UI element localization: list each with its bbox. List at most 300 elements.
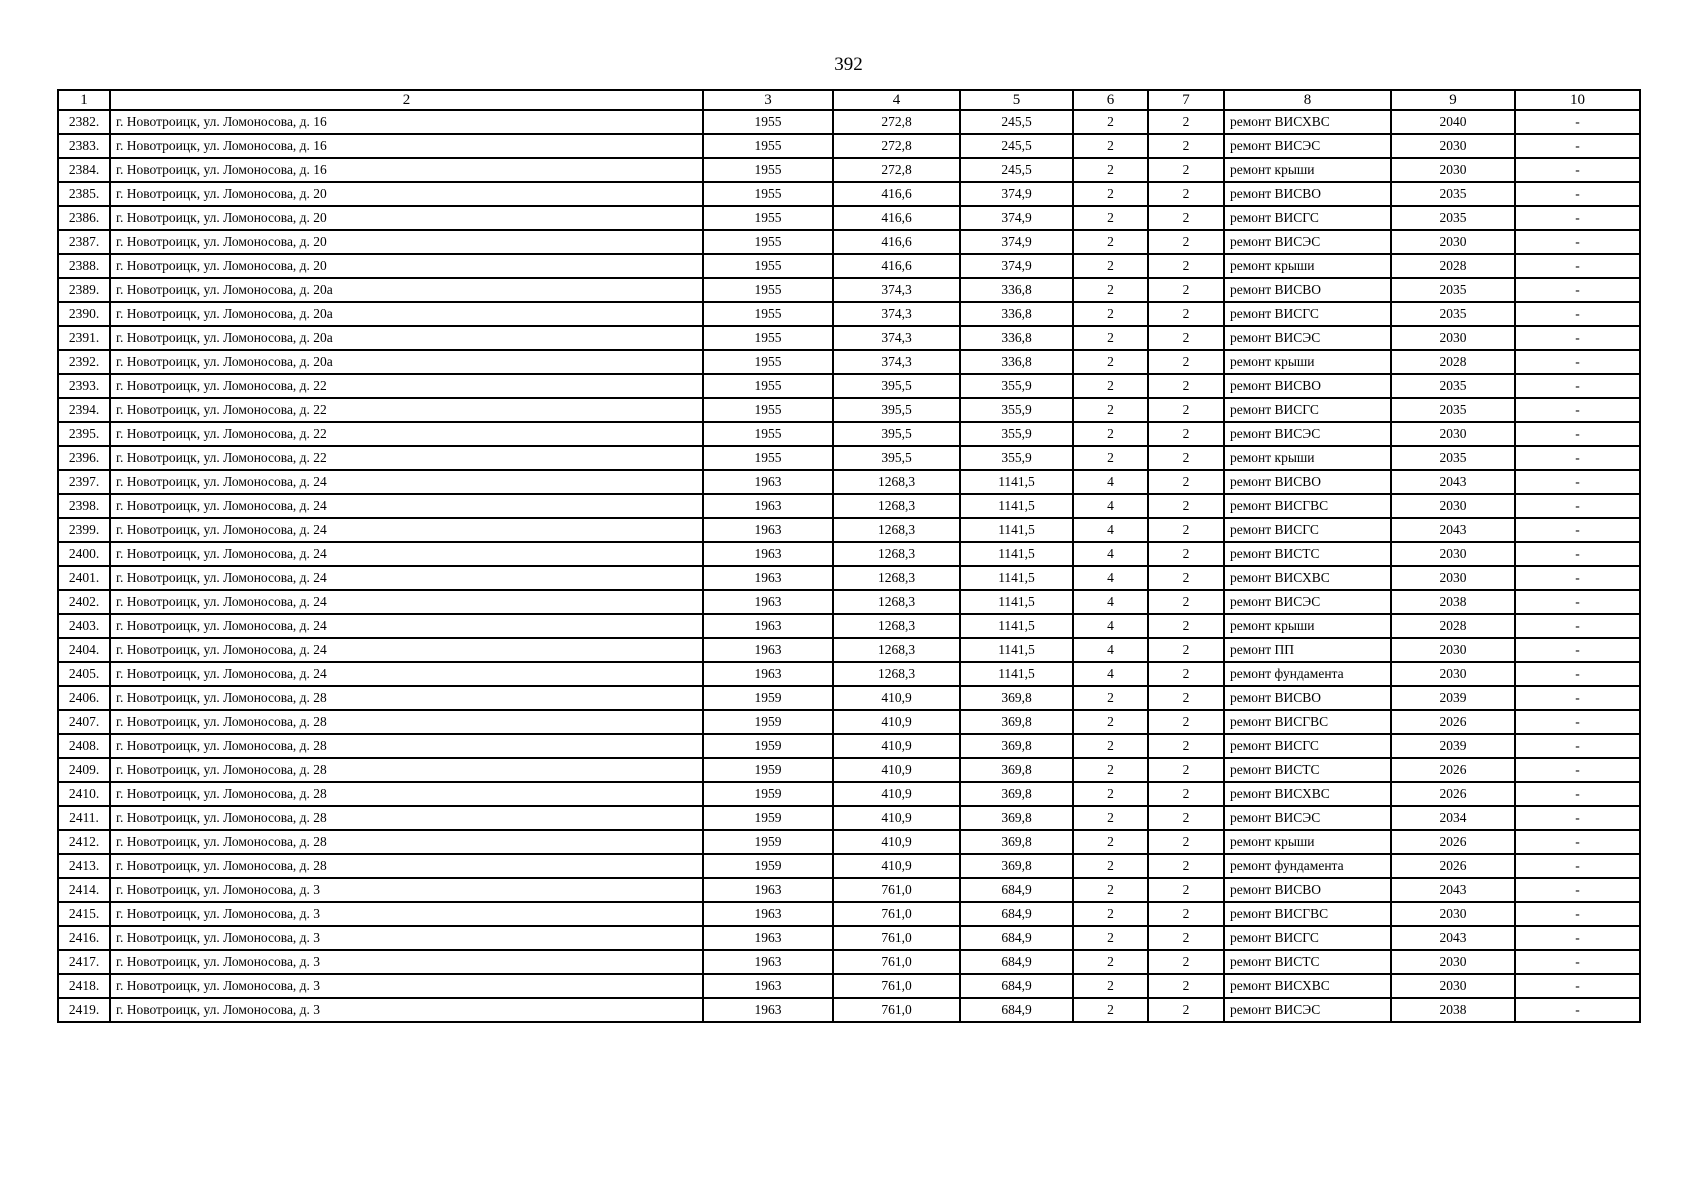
cell-entrances: 2: [1148, 998, 1224, 1022]
cell-work-type: ремонт ВИСХВС: [1224, 566, 1391, 590]
cell-row-number: 2398.: [58, 494, 110, 518]
cell-note: -: [1515, 374, 1640, 398]
table-row: [58, 782, 1640, 806]
cell-note: -: [1515, 518, 1640, 542]
cell-planned-year: 2030: [1391, 494, 1515, 518]
cell-entrances: 2: [1148, 518, 1224, 542]
table-row: [58, 902, 1640, 926]
cell-living-area: 374,9: [960, 182, 1073, 206]
cell-total-area: 761,0: [833, 878, 960, 902]
cell-entrances: 2: [1148, 134, 1224, 158]
cell-work-type: ремонт крыши: [1224, 158, 1391, 182]
cell-address: г. Новотроицк, ул. Ломоносова, д. 28: [110, 806, 703, 830]
cell-living-area: 374,9: [960, 254, 1073, 278]
cell-address: г. Новотроицк, ул. Ломоносова, д. 24: [110, 470, 703, 494]
cell-address: г. Новотроицк, ул. Ломоносова, д. 20: [110, 206, 703, 230]
cell-total-area: 1268,3: [833, 542, 960, 566]
cell-work-type: ремонт ВИСГВС: [1224, 494, 1391, 518]
table-row: [58, 182, 1640, 206]
cell-living-area: 684,9: [960, 878, 1073, 902]
cell-address: г. Новотроицк, ул. Ломоносова, д. 16: [110, 110, 703, 134]
cell-address: г. Новотроицк, ул. Ломоносова, д. 20а: [110, 278, 703, 302]
cell-build-year: 1955: [703, 398, 833, 422]
cell-total-area: 761,0: [833, 902, 960, 926]
cell-note: -: [1515, 758, 1640, 782]
cell-living-area: 336,8: [960, 302, 1073, 326]
cell-living-area: 684,9: [960, 926, 1073, 950]
cell-planned-year: 2026: [1391, 710, 1515, 734]
cell-row-number: 2391.: [58, 326, 110, 350]
cell-total-area: 416,6: [833, 230, 960, 254]
cell-row-number: 2419.: [58, 998, 110, 1022]
cell-build-year: 1955: [703, 422, 833, 446]
cell-work-type: ремонт ВИСГВС: [1224, 902, 1391, 926]
table-row: [58, 878, 1640, 902]
cell-entrances: 2: [1148, 566, 1224, 590]
cell-address: г. Новотроицк, ул. Ломоносова, д. 22: [110, 398, 703, 422]
cell-note: -: [1515, 494, 1640, 518]
cell-address: г. Новотроицк, ул. Ломоносова, д. 28: [110, 710, 703, 734]
cell-build-year: 1963: [703, 542, 833, 566]
cell-floors: 2: [1073, 710, 1148, 734]
cell-build-year: 1955: [703, 302, 833, 326]
cell-address: г. Новотроицк, ул. Ломоносова, д. 20а: [110, 350, 703, 374]
cell-floors: 4: [1073, 470, 1148, 494]
cell-note: -: [1515, 398, 1640, 422]
cell-total-area: 410,9: [833, 758, 960, 782]
cell-row-number: 2396.: [58, 446, 110, 470]
cell-floors: 2: [1073, 734, 1148, 758]
cell-row-number: 2387.: [58, 230, 110, 254]
cell-entrances: 2: [1148, 494, 1224, 518]
cell-floors: 4: [1073, 590, 1148, 614]
cell-total-area: 395,5: [833, 374, 960, 398]
cell-note: -: [1515, 326, 1640, 350]
cell-note: -: [1515, 446, 1640, 470]
table-row: [58, 326, 1640, 350]
cell-total-area: 416,6: [833, 206, 960, 230]
cell-row-number: 2390.: [58, 302, 110, 326]
cell-total-area: 416,6: [833, 182, 960, 206]
cell-planned-year: 2043: [1391, 926, 1515, 950]
cell-build-year: 1959: [703, 734, 833, 758]
cell-entrances: 2: [1148, 902, 1224, 926]
cell-planned-year: 2030: [1391, 158, 1515, 182]
cell-planned-year: 2026: [1391, 782, 1515, 806]
cell-build-year: 1959: [703, 758, 833, 782]
cell-note: -: [1515, 902, 1640, 926]
cell-work-type: ремонт ВИСХВС: [1224, 782, 1391, 806]
cell-total-area: 761,0: [833, 998, 960, 1022]
table-row: [58, 974, 1640, 998]
cell-work-type: ремонт ВИСВО: [1224, 182, 1391, 206]
cell-note: -: [1515, 542, 1640, 566]
cell-row-number: 2386.: [58, 206, 110, 230]
cell-build-year: 1963: [703, 638, 833, 662]
cell-planned-year: 2028: [1391, 254, 1515, 278]
cell-living-area: 355,9: [960, 422, 1073, 446]
cell-total-area: 410,9: [833, 782, 960, 806]
cell-row-number: 2401.: [58, 566, 110, 590]
cell-work-type: ремонт ВИСЭС: [1224, 134, 1391, 158]
cell-work-type: ремонт ВИСГС: [1224, 398, 1391, 422]
table-row: [58, 254, 1640, 278]
cell-living-area: 336,8: [960, 326, 1073, 350]
cell-address: г. Новотроицк, ул. Ломоносова, д. 28: [110, 854, 703, 878]
cell-note: -: [1515, 878, 1640, 902]
cell-build-year: 1963: [703, 518, 833, 542]
cell-address: г. Новотроицк, ул. Ломоносова, д. 22: [110, 446, 703, 470]
cell-address: г. Новотроицк, ул. Ломоносова, д. 24: [110, 662, 703, 686]
cell-entrances: 2: [1148, 278, 1224, 302]
cell-planned-year: 2026: [1391, 854, 1515, 878]
cell-build-year: 1955: [703, 446, 833, 470]
column-header-build-year: 3: [703, 90, 833, 110]
cell-floors: 4: [1073, 518, 1148, 542]
cell-row-number: 2403.: [58, 614, 110, 638]
cell-living-area: 369,8: [960, 854, 1073, 878]
cell-build-year: 1963: [703, 662, 833, 686]
cell-living-area: 1141,5: [960, 470, 1073, 494]
cell-row-number: 2418.: [58, 974, 110, 998]
table-row: [58, 350, 1640, 374]
cell-address: г. Новотроицк, ул. Ломоносова, д. 3: [110, 878, 703, 902]
cell-planned-year: 2035: [1391, 374, 1515, 398]
cell-build-year: 1955: [703, 110, 833, 134]
cell-work-type: ремонт ВИСЭС: [1224, 998, 1391, 1022]
cell-note: -: [1515, 854, 1640, 878]
cell-planned-year: 2030: [1391, 950, 1515, 974]
cell-work-type: ремонт крыши: [1224, 254, 1391, 278]
cell-work-type: ремонт ВИСЭС: [1224, 806, 1391, 830]
cell-work-type: ремонт ВИСГВС: [1224, 710, 1391, 734]
cell-entrances: 2: [1148, 158, 1224, 182]
cell-total-area: 395,5: [833, 422, 960, 446]
cell-row-number: 2388.: [58, 254, 110, 278]
repair-schedule-table: [57, 89, 1641, 1023]
cell-address: г. Новотроицк, ул. Ломоносова, д. 20: [110, 182, 703, 206]
cell-planned-year: 2043: [1391, 878, 1515, 902]
cell-planned-year: 2043: [1391, 470, 1515, 494]
cell-planned-year: 2030: [1391, 542, 1515, 566]
cell-living-area: 369,8: [960, 710, 1073, 734]
cell-note: -: [1515, 974, 1640, 998]
cell-total-area: 410,9: [833, 686, 960, 710]
cell-row-number: 2394.: [58, 398, 110, 422]
cell-living-area: 355,9: [960, 398, 1073, 422]
table-row: [58, 494, 1640, 518]
cell-floors: 2: [1073, 374, 1148, 398]
cell-total-area: 1268,3: [833, 590, 960, 614]
cell-total-area: 410,9: [833, 710, 960, 734]
cell-total-area: 374,3: [833, 350, 960, 374]
cell-note: -: [1515, 278, 1640, 302]
cell-address: г. Новотроицк, ул. Ломоносова, д. 3: [110, 998, 703, 1022]
column-header-living-area: 5: [960, 90, 1073, 110]
cell-work-type: ремонт фундамента: [1224, 662, 1391, 686]
cell-work-type: ремонт ВИСВО: [1224, 878, 1391, 902]
cell-work-type: ремонт ВИСЭС: [1224, 422, 1391, 446]
cell-planned-year: 2040: [1391, 110, 1515, 134]
cell-address: г. Новотроицк, ул. Ломоносова, д. 3: [110, 926, 703, 950]
cell-entrances: 2: [1148, 470, 1224, 494]
cell-floors: 4: [1073, 494, 1148, 518]
cell-note: -: [1515, 206, 1640, 230]
cell-work-type: ремонт крыши: [1224, 614, 1391, 638]
cell-living-area: 1141,5: [960, 638, 1073, 662]
cell-work-type: ремонт ВИСВО: [1224, 278, 1391, 302]
cell-build-year: 1963: [703, 614, 833, 638]
cell-entrances: 2: [1148, 686, 1224, 710]
cell-total-area: 1268,3: [833, 518, 960, 542]
cell-entrances: 2: [1148, 734, 1224, 758]
cell-note: -: [1515, 422, 1640, 446]
cell-living-area: 374,9: [960, 206, 1073, 230]
cell-planned-year: 2039: [1391, 686, 1515, 710]
cell-build-year: 1963: [703, 926, 833, 950]
table-row: [58, 758, 1640, 782]
column-header-row-number: 1: [58, 90, 110, 110]
cell-address: г. Новотроицк, ул. Ломоносова, д. 24: [110, 494, 703, 518]
cell-floors: 2: [1073, 878, 1148, 902]
cell-living-area: 684,9: [960, 902, 1073, 926]
cell-floors: 2: [1073, 782, 1148, 806]
cell-work-type: ремонт ВИСХВС: [1224, 110, 1391, 134]
cell-living-area: 245,5: [960, 134, 1073, 158]
cell-build-year: 1955: [703, 350, 833, 374]
cell-planned-year: 2030: [1391, 566, 1515, 590]
cell-entrances: 2: [1148, 806, 1224, 830]
cell-entrances: 2: [1148, 230, 1224, 254]
cell-row-number: 2389.: [58, 278, 110, 302]
cell-build-year: 1963: [703, 494, 833, 518]
cell-build-year: 1963: [703, 950, 833, 974]
cell-planned-year: 2028: [1391, 614, 1515, 638]
cell-living-area: 245,5: [960, 158, 1073, 182]
cell-entrances: 2: [1148, 374, 1224, 398]
cell-address: г. Новотроицк, ул. Ломоносова, д. 3: [110, 902, 703, 926]
cell-work-type: ремонт ВИСГС: [1224, 926, 1391, 950]
cell-row-number: 2410.: [58, 782, 110, 806]
table-row: [58, 158, 1640, 182]
cell-address: г. Новотроицк, ул. Ломоносова, д. 24: [110, 638, 703, 662]
cell-planned-year: 2034: [1391, 806, 1515, 830]
cell-living-area: 245,5: [960, 110, 1073, 134]
cell-work-type: ремонт ВИСГС: [1224, 518, 1391, 542]
cell-floors: 2: [1073, 158, 1148, 182]
cell-entrances: 2: [1148, 830, 1224, 854]
cell-build-year: 1955: [703, 254, 833, 278]
cell-row-number: 2414.: [58, 878, 110, 902]
cell-work-type: ремонт ВИСХВС: [1224, 974, 1391, 998]
cell-work-type: ремонт крыши: [1224, 830, 1391, 854]
cell-address: г. Новотроицк, ул. Ломоносова, д. 24: [110, 566, 703, 590]
cell-entrances: 2: [1148, 206, 1224, 230]
cell-note: -: [1515, 134, 1640, 158]
cell-note: -: [1515, 998, 1640, 1022]
cell-entrances: 2: [1148, 878, 1224, 902]
cell-total-area: 761,0: [833, 950, 960, 974]
table-row: [58, 446, 1640, 470]
cell-total-area: 416,6: [833, 254, 960, 278]
cell-living-area: 369,8: [960, 734, 1073, 758]
cell-build-year: 1963: [703, 902, 833, 926]
cell-build-year: 1959: [703, 806, 833, 830]
cell-build-year: 1955: [703, 206, 833, 230]
cell-planned-year: 2030: [1391, 662, 1515, 686]
column-header-work-type: 8: [1224, 90, 1391, 110]
cell-address: г. Новотроицк, ул. Ломоносова, д. 24: [110, 542, 703, 566]
cell-floors: 2: [1073, 854, 1148, 878]
cell-planned-year: 2028: [1391, 350, 1515, 374]
cell-floors: 2: [1073, 806, 1148, 830]
cell-note: -: [1515, 686, 1640, 710]
cell-note: -: [1515, 638, 1640, 662]
table-row: [58, 638, 1640, 662]
cell-row-number: 2402.: [58, 590, 110, 614]
cell-planned-year: 2026: [1391, 758, 1515, 782]
cell-living-area: 1141,5: [960, 662, 1073, 686]
cell-planned-year: 2035: [1391, 278, 1515, 302]
column-header-total-area: 4: [833, 90, 960, 110]
table-row: [58, 710, 1640, 734]
cell-floors: 4: [1073, 542, 1148, 566]
cell-build-year: 1955: [703, 278, 833, 302]
table-row: [58, 110, 1640, 134]
cell-floors: 2: [1073, 254, 1148, 278]
cell-total-area: 410,9: [833, 854, 960, 878]
cell-planned-year: 2043: [1391, 518, 1515, 542]
cell-floors: 4: [1073, 566, 1148, 590]
cell-row-number: 2393.: [58, 374, 110, 398]
cell-build-year: 1963: [703, 470, 833, 494]
cell-work-type: ремонт фундамента: [1224, 854, 1391, 878]
cell-living-area: 684,9: [960, 974, 1073, 998]
cell-note: -: [1515, 110, 1640, 134]
table-row: [58, 806, 1640, 830]
cell-living-area: 1141,5: [960, 518, 1073, 542]
table-row: [58, 278, 1640, 302]
cell-entrances: 2: [1148, 782, 1224, 806]
cell-living-area: 336,8: [960, 350, 1073, 374]
cell-address: г. Новотроицк, ул. Ломоносова, д. 20а: [110, 326, 703, 350]
cell-living-area: 369,8: [960, 758, 1073, 782]
table-row: [58, 590, 1640, 614]
cell-floors: 2: [1073, 302, 1148, 326]
cell-build-year: 1955: [703, 374, 833, 398]
table-row: [58, 950, 1640, 974]
cell-floors: 2: [1073, 134, 1148, 158]
cell-address: г. Новотроицк, ул. Ломоносова, д. 16: [110, 134, 703, 158]
cell-row-number: 2399.: [58, 518, 110, 542]
cell-entrances: 2: [1148, 590, 1224, 614]
cell-note: -: [1515, 470, 1640, 494]
cell-living-area: 1141,5: [960, 614, 1073, 638]
cell-entrances: 2: [1148, 926, 1224, 950]
cell-address: г. Новотроицк, ул. Ломоносова, д. 20: [110, 230, 703, 254]
cell-entrances: 2: [1148, 662, 1224, 686]
cell-floors: 4: [1073, 662, 1148, 686]
cell-note: -: [1515, 350, 1640, 374]
cell-total-area: 1268,3: [833, 470, 960, 494]
cell-planned-year: 2035: [1391, 302, 1515, 326]
column-header-address: 2: [110, 90, 703, 110]
cell-entrances: 2: [1148, 974, 1224, 998]
cell-living-area: 1141,5: [960, 590, 1073, 614]
cell-note: -: [1515, 614, 1640, 638]
cell-row-number: 2406.: [58, 686, 110, 710]
cell-living-area: 369,8: [960, 830, 1073, 854]
cell-work-type: ремонт крыши: [1224, 446, 1391, 470]
cell-row-number: 2382.: [58, 110, 110, 134]
cell-row-number: 2407.: [58, 710, 110, 734]
cell-row-number: 2392.: [58, 350, 110, 374]
cell-floors: 2: [1073, 350, 1148, 374]
cell-floors: 2: [1073, 830, 1148, 854]
table-row: [58, 302, 1640, 326]
table-row: [58, 854, 1640, 878]
cell-build-year: 1959: [703, 686, 833, 710]
cell-floors: 2: [1073, 998, 1148, 1022]
cell-entrances: 2: [1148, 350, 1224, 374]
cell-row-number: 2397.: [58, 470, 110, 494]
cell-note: -: [1515, 926, 1640, 950]
cell-living-area: 1141,5: [960, 542, 1073, 566]
table-row: [58, 998, 1640, 1022]
cell-address: г. Новотроицк, ул. Ломоносова, д. 22: [110, 374, 703, 398]
cell-address: г. Новотроицк, ул. Ломоносова, д. 28: [110, 686, 703, 710]
table-row: [58, 470, 1640, 494]
cell-note: -: [1515, 710, 1640, 734]
cell-work-type: ремонт ВИСГС: [1224, 206, 1391, 230]
cell-note: -: [1515, 254, 1640, 278]
cell-build-year: 1955: [703, 326, 833, 350]
cell-address: г. Новотроицк, ул. Ломоносова, д. 22: [110, 422, 703, 446]
cell-living-area: 374,9: [960, 230, 1073, 254]
cell-entrances: 2: [1148, 398, 1224, 422]
cell-floors: 2: [1073, 110, 1148, 134]
cell-build-year: 1955: [703, 158, 833, 182]
cell-work-type: ремонт ВИСВО: [1224, 374, 1391, 398]
table-row: [58, 566, 1640, 590]
table-row: [58, 374, 1640, 398]
cell-total-area: 761,0: [833, 974, 960, 998]
cell-build-year: 1963: [703, 974, 833, 998]
cell-row-number: 2400.: [58, 542, 110, 566]
cell-floors: 2: [1073, 398, 1148, 422]
cell-floors: 2: [1073, 902, 1148, 926]
cell-living-area: 1141,5: [960, 494, 1073, 518]
cell-total-area: 410,9: [833, 830, 960, 854]
cell-total-area: 1268,3: [833, 566, 960, 590]
cell-total-area: 374,3: [833, 302, 960, 326]
cell-entrances: 2: [1148, 110, 1224, 134]
cell-row-number: 2408.: [58, 734, 110, 758]
cell-entrances: 2: [1148, 710, 1224, 734]
cell-entrances: 2: [1148, 302, 1224, 326]
cell-total-area: 1268,3: [833, 662, 960, 686]
cell-work-type: ремонт ПП: [1224, 638, 1391, 662]
table-header-row: [58, 90, 1640, 110]
cell-note: -: [1515, 662, 1640, 686]
table-row: [58, 134, 1640, 158]
cell-work-type: ремонт ВИСТС: [1224, 758, 1391, 782]
cell-living-area: 684,9: [960, 998, 1073, 1022]
cell-floors: 2: [1073, 926, 1148, 950]
cell-planned-year: 2035: [1391, 398, 1515, 422]
cell-row-number: 2412.: [58, 830, 110, 854]
cell-floors: 2: [1073, 230, 1148, 254]
